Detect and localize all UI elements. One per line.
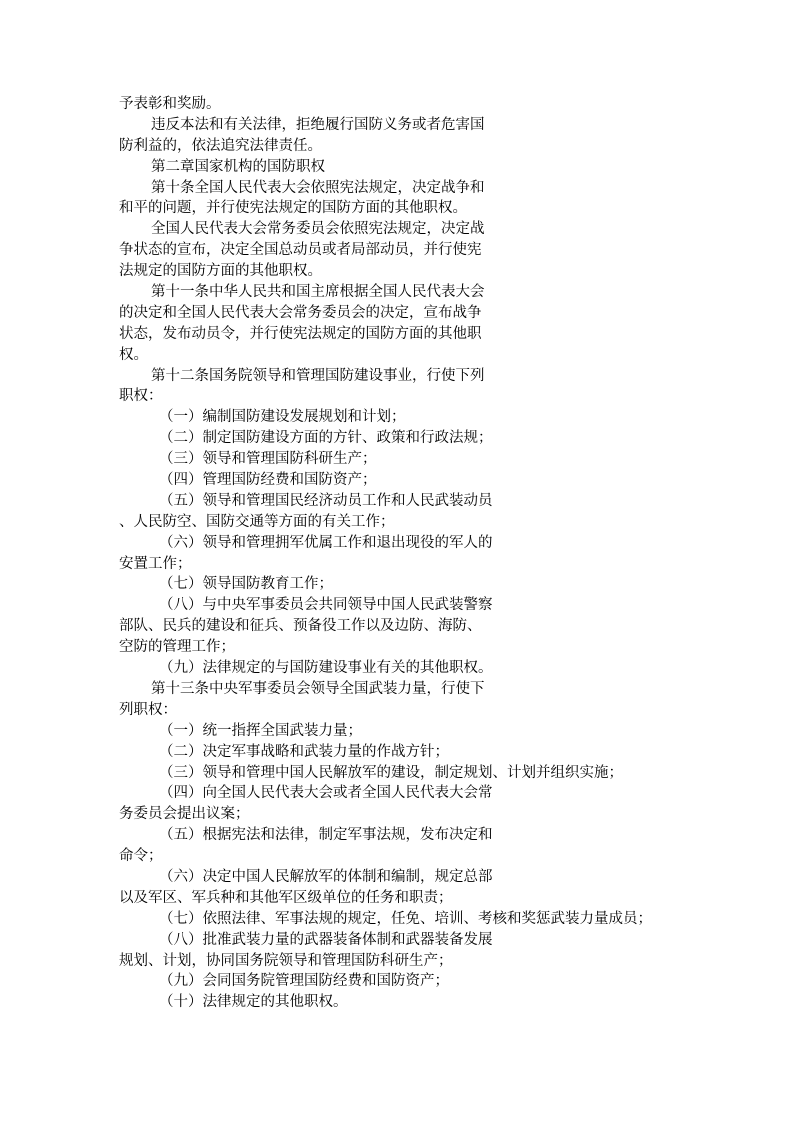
text-line: 防利益的，依法追究法律责任。 (119, 137, 322, 154)
text-line: 法规定的国防方面的其他职权。 (119, 263, 322, 280)
text-line: 以及军区、军兵种和其他军区级单位的任务和职责； (119, 889, 453, 906)
text-line: 命令； (119, 848, 163, 865)
text-line: 安置工作； (119, 555, 192, 572)
text-line: （四）管理国防经费和国防资产； (159, 472, 377, 489)
text-line: （五）领导和管理国民经济动员工作和人民武装动员 (159, 492, 493, 509)
text-line: 第十三条中央军事委员会领导全国武装力量，行使下 (151, 680, 485, 697)
text-line: （三）领导和管理中国人民解放军的建设，制定规划、计划并组织实施； (159, 764, 623, 781)
text-line: 第十二条国务院领导和管理国防建设事业，行使下列 (151, 367, 485, 384)
text-line: （七）领导国防教育工作； (159, 576, 333, 593)
text-line: （九）法律规定的与国防建设事业有关的其他职权。 (159, 660, 493, 677)
text-line: （六）领导和管理拥军优属工作和退出现役的军人的 (159, 534, 493, 551)
text-line: 务委员会提出议案； (119, 806, 250, 823)
text-line: 的决定和全国人民代表大会常务委员会的决定，宣布战争 (119, 304, 482, 321)
document-body (119, 94, 699, 1013)
text-line: 空防的管理工作； (119, 639, 235, 656)
text-line: 规划、计划，协同国务院领导和管理国防科研生产； (119, 952, 453, 969)
text-line: （一）编制国防建设发展规划和计划； (159, 409, 406, 426)
text-line: （九）会同国务院管理国防经费和国防资产； (159, 973, 449, 990)
text-line: （八）批准武装力量的武器装备体制和武器装备发展 (159, 931, 493, 948)
text-line: 第十条全国人民代表大会依照宪法规定，决定战争和 (151, 179, 485, 196)
text-line: 权。 (119, 346, 148, 363)
text-line: （一）统一指挥全国武装力量； (159, 722, 362, 739)
text-line: 全国人民代表大会常务委员会依照宪法规定，决定战 (151, 221, 485, 238)
text-line: （二）制定国防建设方面的方针、政策和行政法规； (159, 430, 493, 447)
text-line: 、人民防空、国防交通等方面的有关工作； (119, 513, 395, 530)
text-line: 状态，发布动员令，并行使宪法规定的国防方面的其他职 (119, 325, 482, 342)
text-line: 和平的问题，并行使宪法规定的国防方面的其他职权。 (119, 200, 467, 217)
text-line: （三）领导和管理国防科研生产； (159, 451, 377, 468)
text-line: 违反本法和有关法律，拒绝履行国防义务或者危害国 (151, 116, 485, 133)
text-line: 第十一条中华人民共和国主席根据全国人民代表大会 (151, 284, 485, 301)
text-line: （七）依照法律、军事法规的规定，任免、培训、考核和奖惩武装力量成员； (159, 910, 652, 927)
text-line: （五）根据宪法和法律，制定军事法规，发布决定和 (159, 827, 493, 844)
text-line: 第二章国家机构的国防职权 (151, 158, 325, 175)
text-line: 列职权： (119, 701, 177, 718)
text-line: 职权： (119, 388, 163, 405)
text-line: （八）与中央军事委员会共同领导中国人民武装警察 (159, 597, 493, 614)
text-line: （六）决定中国人民解放军的体制和编制，规定总部 (159, 868, 493, 885)
text-line: （二）决定军事战略和武装力量的作战方针； (159, 743, 449, 760)
text-line: 予表彰和奖励。 (119, 96, 221, 112)
text-line: 争状态的宣布，决定全国总动员或者局部动员，并行使宪 (119, 242, 482, 259)
text-line: （四）向全国人民代表大会或者全国人民代表大会常 (159, 785, 493, 802)
text-line: （十）法律规定的其他职权。 (159, 994, 348, 1011)
text-line: 部队、民兵的建设和征兵、预备役工作以及边防、海防、 (119, 618, 482, 635)
